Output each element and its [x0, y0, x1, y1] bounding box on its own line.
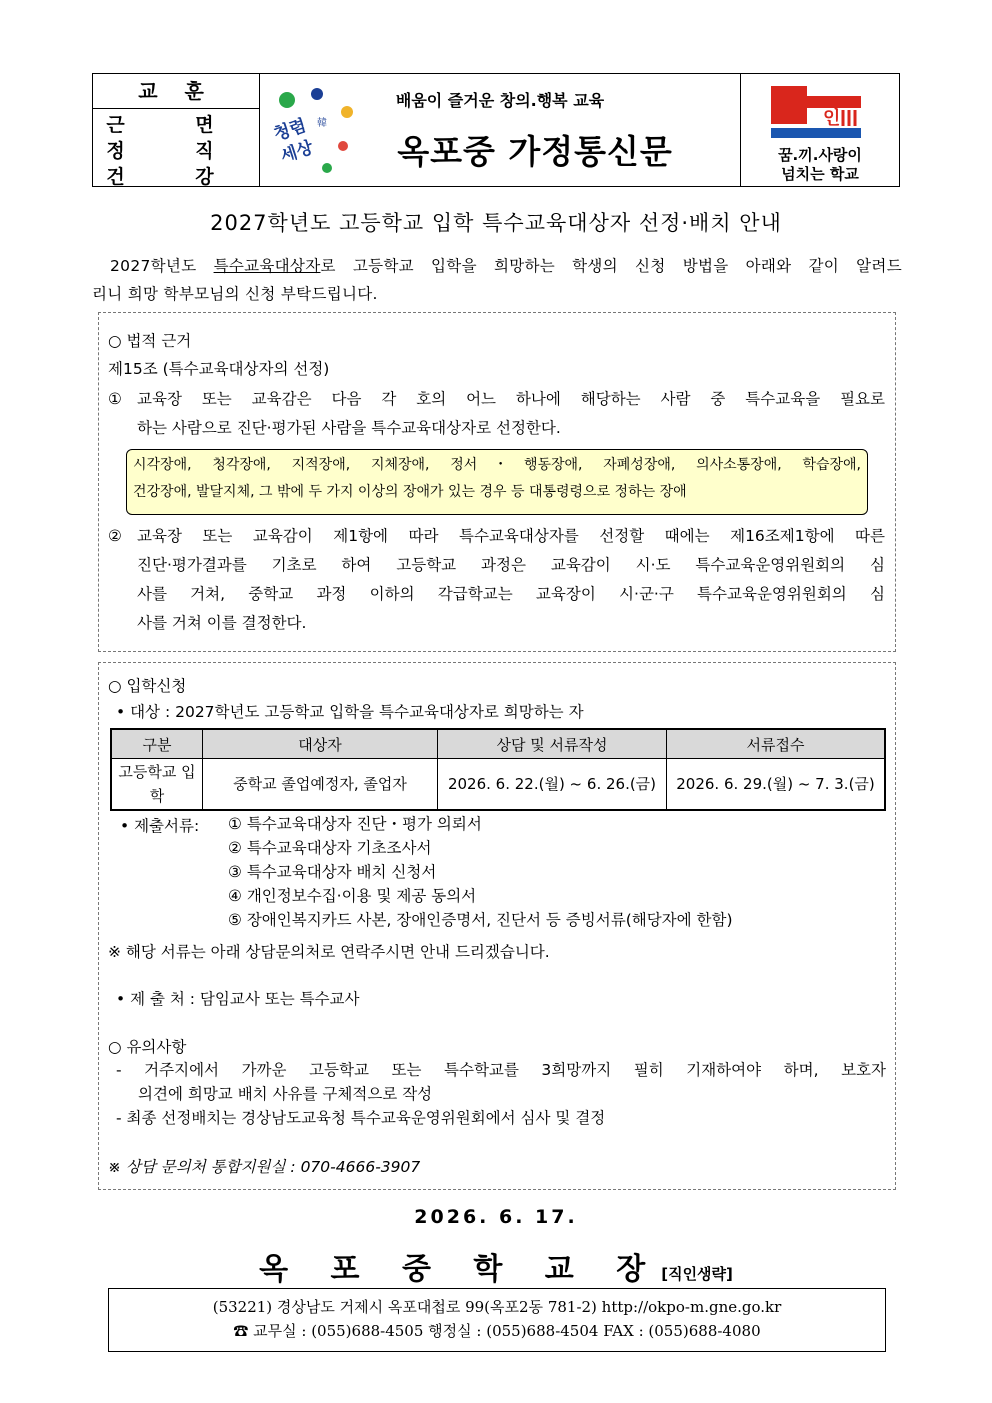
- school-slogan-line: 넘치는 학교: [781, 165, 859, 183]
- newsletter-header: [92, 73, 900, 187]
- disability-list-text: 시각장애, 청각장애, 지적장애, 지체장애, 정서・행동장애, 자폐성장애, 의사소통장애, 학습장애,: [133, 457, 861, 473]
- intro-prefix: 2027학년도: [110, 257, 214, 275]
- documents-label: • 제출서류:: [120, 817, 200, 835]
- table-row: [111, 759, 885, 811]
- school-address: (53221) 경상남도 거제시 옥포대첩로 99(옥포2동 781-2) http://okpo-m.gne.go.kr: [212, 1298, 782, 1316]
- newsletter-title: 옥포중 가정통신문: [397, 132, 673, 171]
- list-item: ① 특수교육대상자 진단・평가 의뢰서: [228, 815, 482, 833]
- list-item: ② 특수교육대상자 기초조사서: [228, 839, 432, 857]
- legal-item-number: ①: [108, 390, 122, 408]
- table-cell: 2026. 6. 22.(월) ~ 6. 26.(금): [438, 759, 667, 811]
- school-logo-area: [740, 74, 899, 186]
- svg-text:韓: 韓: [317, 118, 327, 129]
- table-header: 구분: [111, 729, 203, 759]
- school-phones: ☎ 교무실 : (055)688-4505 행정실 : (055)688-4504 FAX : (055)688-4080: [233, 1322, 761, 1340]
- motto-line: 정 직: [106, 140, 246, 162]
- note-item: 의견에 희망교 배치 사유를 구체적으로 작성: [138, 1085, 433, 1103]
- table-header: 대상자: [203, 729, 438, 759]
- intro-paragraph: [92, 252, 902, 308]
- education-slogan: 배움이 즐거운 창의.행복 교육: [395, 91, 605, 110]
- seal-note: [직인생략]: [661, 1265, 733, 1283]
- school-motto: [93, 74, 260, 186]
- legal-item-text: 교육장 또는 교육감은 다음 각 호의 어느 하나에 해당하는 사람 중 특수교육을 필요로: [137, 390, 885, 408]
- principal-name: 옥 포 중 학 교 장: [259, 1252, 662, 1287]
- svg-text:인: 인: [823, 108, 841, 129]
- consult-contact: ※ 상담 문의처 통합지원실 : 070-4666-3907: [108, 1158, 421, 1176]
- school-logo-icon: [767, 80, 865, 142]
- school-contact-box: [108, 1288, 886, 1352]
- note-item: - 최종 선정배치는 경상남도교육청 특수교육운영위원회에서 심사 및 결정: [116, 1109, 606, 1127]
- table-header: 상담 및 서류작성: [438, 729, 667, 759]
- svg-text:청렴: 청렴: [271, 115, 309, 145]
- legal-item-text: 진단·평가결과를 기초로 하여 고등학교 과정은 교육감이 시·도 특수교육운영위원회의 심: [137, 556, 885, 574]
- legal-item-number: ②: [108, 527, 122, 545]
- legal-article: 제15조 (특수교육대상자의 선정): [108, 360, 330, 378]
- motto-line: 건 강: [106, 166, 246, 188]
- disability-list-text: 건강장애, 발달지체, 그 밖에 두 가지 이상의 장애가 있는 경우 등 대통령령으로 정하는 장애: [133, 484, 687, 500]
- note-item: - 거주지에서 가까운 고등학교 또는 특수학교를 3희망까지 필히 기재하여야 하며, 보호자: [116, 1061, 886, 1079]
- legal-heading: ○ 법적 근거: [108, 332, 192, 350]
- school-slogan-line: 꿈.끼.사랑이: [778, 146, 862, 164]
- documents-note: ※ 해당 서류는 아래 상담문의처로 연락주시면 안내 드리겠습니다.: [108, 943, 550, 961]
- svg-text:세상: 세상: [278, 137, 316, 167]
- list-item: ⑤ 장애인복지카드 사본, 장애인증명서, 진단서 등 증빙서류(해당자에 한함): [228, 911, 733, 929]
- application-heading: ○ 입학신청: [108, 677, 187, 695]
- documents-list: [228, 812, 733, 932]
- application-schedule-table: [110, 728, 886, 811]
- motto-line: 근 면: [106, 114, 246, 136]
- intro-text: 로 고등학교 입학을 희망하는 학생의 신청 방법을 아래와 같이 알려드: [320, 257, 902, 275]
- principal-signature: [0, 1244, 992, 1288]
- list-item: ③ 특수교육대상자 배치 신청서: [228, 863, 437, 881]
- document-title: 2027학년도 고등학교 입학 특수교육대상자 선정·배치 안내: [210, 211, 782, 235]
- notes-heading: ○ 유의사항: [108, 1038, 187, 1056]
- table-cell: 2026. 6. 29.(월) ~ 7. 3.(금): [667, 759, 886, 811]
- table-cell: 고등학교 입학: [111, 759, 203, 811]
- table-cell: 중학교 졸업예정자, 졸업자: [203, 759, 438, 811]
- legal-item-text: 사를 거쳐 이를 결정한다.: [137, 614, 307, 632]
- legal-item-text: 사를 거쳐, 중학교 과정 이하의 각급학교는 교육장이 시·군·구 특수교육운영위원회의 심: [137, 585, 885, 603]
- issue-date: 2026. 6. 17.: [414, 1206, 578, 1228]
- table-header: 서류접수: [667, 729, 886, 759]
- motto-title: 교 훈: [93, 74, 259, 109]
- disability-list-box: [126, 449, 868, 515]
- legal-item-text: 교육장 또는 교육감이 제1항에 따라 특수교육대상자를 선정할 때에는 제16조제1항에 따른: [137, 527, 885, 545]
- intro-underlined: 특수교육대상자: [213, 257, 321, 275]
- list-item: ④ 개인정보수집·이용 및 제공 동의서: [228, 887, 477, 905]
- legal-item-text: 하는 사람으로 진단·평가된 사람을 특수교육대상자로 선정한다.: [137, 419, 561, 437]
- application-target: • 대상 : 2027학년도 고등학교 입학을 특수교육대상자로 희망하는 자: [116, 703, 584, 721]
- intro-text: 리니 희망 학부모님의 신청 부탁드립니다.: [92, 285, 378, 303]
- submit-to: • 제 출 처 : 담임교사 또는 특수교사: [116, 990, 360, 1008]
